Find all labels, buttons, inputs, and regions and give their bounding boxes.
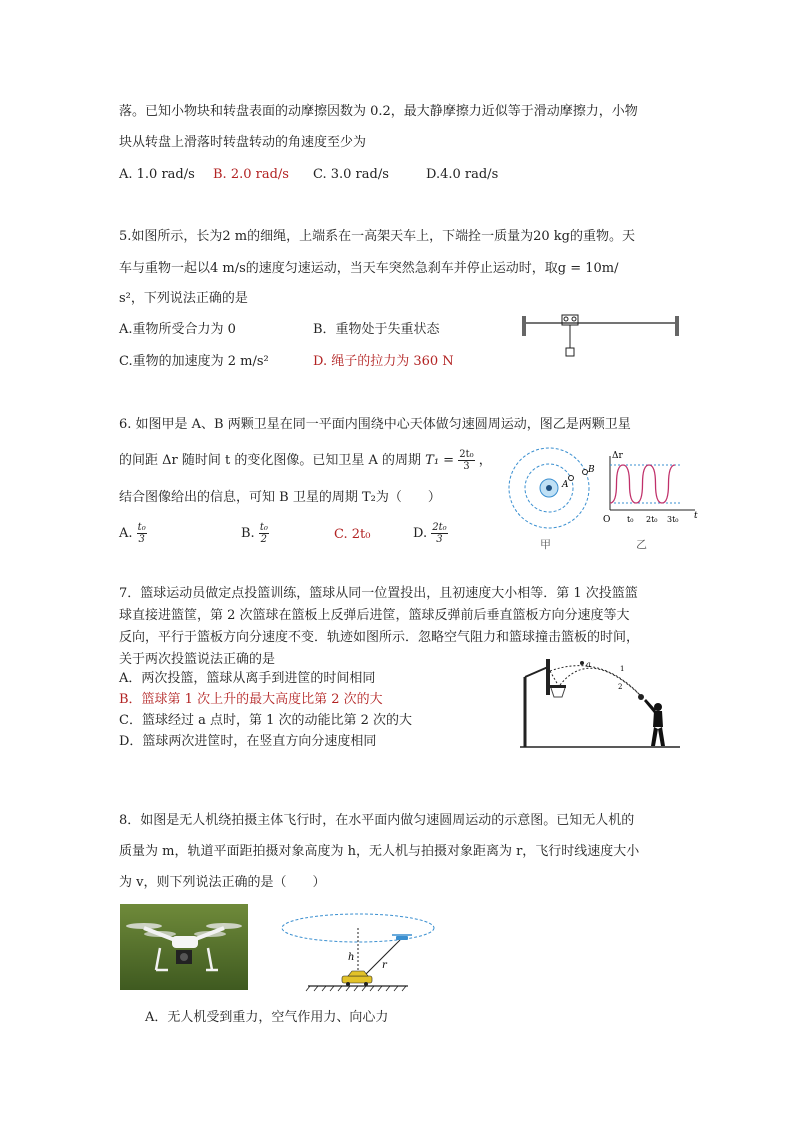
q8-option-a: A．无人机受到重力，空气作用力、向心力 (145, 1010, 389, 1025)
trajectory-2-rebound (550, 671, 558, 685)
rim (550, 685, 566, 688)
label-2: 2 (618, 683, 623, 691)
q6-distance-graph (600, 448, 700, 528)
label-b: B (588, 465, 595, 475)
q5-option-d: D. 绳子的拉力为 360 N (313, 354, 454, 369)
q6-option-b-den: 2 (260, 534, 268, 545)
q8-line3: 为 v，则下列说法正确的是（ ） (119, 875, 326, 890)
tick-2t0: 2t₀ (646, 515, 658, 524)
q6-option-d-den: 3 (436, 534, 443, 545)
q4-option-a: A. 1.0 rad/s (119, 167, 195, 182)
q7-option-a: A．两次投篮，篮球从离手到进筐的时间相同 (119, 671, 376, 686)
q6-period-num: 2t₀ (459, 449, 474, 460)
q8-orbit-diagram (278, 910, 438, 994)
q6-option-b-num: t₀ (259, 522, 268, 533)
q7-option-c: C．篮球经过 a 点时，第 1 次的动能比第 2 次的大 (119, 713, 413, 728)
q6-option-a-label: A. (119, 526, 133, 541)
q4-line1: 落。已知小物块和转盘表面的动摩擦因数为 0.2，最大静摩擦力近似等于滑动摩擦力，小物 (119, 104, 638, 119)
trajectory-1 (560, 668, 640, 695)
point-a (580, 661, 584, 665)
label-1: 1 (620, 665, 625, 673)
q6-line2-text: 的间距 Δr 随时间 t 的变化图像。已知卫星 A 的周期 (119, 453, 422, 468)
tick-3t0: 3t₀ (667, 515, 679, 524)
q5-option-a: A.重物所受合力为 0 (119, 322, 236, 337)
car-icon (342, 971, 372, 986)
q6-orbit-figure (505, 443, 595, 543)
q6-period-fraction (458, 449, 474, 472)
tick-t0: t₀ (627, 515, 634, 524)
q6-period-den: 3 (463, 461, 470, 472)
satellite-a (569, 476, 574, 481)
q6-option-d (413, 522, 448, 545)
q6-option-b (241, 522, 269, 545)
axis-label-dr: Δr (612, 451, 623, 461)
tick-origin: O (603, 515, 611, 525)
ground-hatch (306, 986, 406, 991)
q6-option-c: C. 2t₀ (334, 527, 371, 542)
label-h: h (348, 952, 355, 963)
q6-option-a-den: 3 (138, 534, 145, 545)
q6-line2 (119, 449, 492, 472)
drone-icon (392, 935, 412, 940)
q8-line2: 质量为 m，轨道平面距拍摄对象高度为 h，无人机与拍摄对象距离为 r，飞行时线速度大小 (119, 844, 640, 859)
label-a: a (586, 660, 591, 669)
q4-option-c: C. 3.0 rad/s (313, 167, 389, 182)
q5-option-b: B．重物处于失重状态 (313, 322, 440, 337)
left-wall (522, 316, 526, 336)
q6-option-b-label: B. (241, 526, 255, 541)
q6-line1: 6. 如图甲是 A、B 两颗卫星在同一平面内围绕中心天体做匀速圆周运动，图乙是两颗卫星 (119, 417, 631, 432)
q5-line3: s²，下列说法正确的是 (119, 291, 248, 306)
hoop-arm (525, 667, 548, 677)
trolley-wheel (564, 317, 568, 321)
q7-option-b: B．篮球第 1 次上升的最大高度比第 2 次的大 (119, 692, 383, 707)
camera-lens (180, 953, 188, 961)
q4-option-d: D.4.0 rad/s (426, 167, 499, 182)
q6-option-d-fraction (431, 522, 447, 545)
fig-jia-caption: 甲 (540, 538, 551, 551)
net (551, 688, 565, 697)
q6-option-d-num: 2t₀ (432, 522, 447, 533)
central-core (546, 485, 552, 491)
q6-option-b-fraction (259, 522, 269, 545)
q6-line3: 结合图像给出的信息，可知 B 卫星的周期 T₂为（ ） (119, 490, 441, 505)
drone-photo (120, 904, 248, 990)
q4-option-b: B. 2.0 rad/s (213, 167, 289, 182)
weight (566, 348, 574, 356)
fig-yi-caption: 乙 (636, 538, 647, 551)
right-wall (675, 316, 679, 336)
q5-line2: 车与重物一起以4 m/s的速度匀速运动，当天车突然急刹车并停止运动时，取g = 10m/ (119, 261, 619, 276)
q6-option-a-fraction (137, 522, 147, 545)
q6-option-a (119, 522, 147, 545)
satellite-b (583, 470, 588, 475)
q7-basketball-figure (520, 655, 682, 750)
trolley-wheel (572, 317, 576, 321)
q7-line1: 7．篮球运动员做定点投篮训练，篮球从同一位置投出，且初速度大小相等．第 1 次投篮篮 (119, 586, 638, 601)
backboard (546, 659, 550, 695)
q7-line4: 关于两次投篮说法正确的是 (119, 652, 276, 667)
q5-crane-figure (520, 310, 685, 370)
q6-option-a-num: t₀ (137, 522, 146, 533)
drone-body (172, 936, 198, 948)
q6-option-d-label: D. (413, 526, 428, 541)
q8-line1: 8．如图是无人机绕拍摄主体飞行时，在水平面内做匀速圆周运动的示意图。已知无人机的 (119, 813, 635, 828)
q5-line1: 5.如图所示，长为2 m的细绳，上端系在一高架天车上，下端拴一质量为20 kg的重物。天 (119, 229, 636, 244)
distance-curve (610, 465, 675, 503)
label-r: r (382, 960, 387, 971)
q6-period-lhs: T₁ = (425, 453, 455, 468)
ball (638, 694, 644, 700)
q7-line3: 反向，平行于篮板方向分速度不变．轨迹如图所示．忽略空气阻力和篮球撞击篮板的时间， (119, 630, 640, 645)
q7-option-d: D．篮球两次进筐时，在竖直方向分速度相同 (119, 734, 377, 749)
q7-line2: 球直接进篮筐，第 2 次篮球在篮板上反弹后进筐，篮球反弹前后垂直篮板方向分速度等大 (119, 608, 630, 623)
axis-label-t: t (694, 511, 698, 521)
q5-option-c: C.重物的加速度为 2 m/s² (119, 354, 269, 369)
label-a: A (562, 480, 569, 490)
player-silhouette (644, 699, 665, 746)
q4-line2: 块从转盘上滑落时转盘转动的角速度至少为 (119, 135, 367, 150)
q6-line2-end: ， (478, 453, 492, 468)
